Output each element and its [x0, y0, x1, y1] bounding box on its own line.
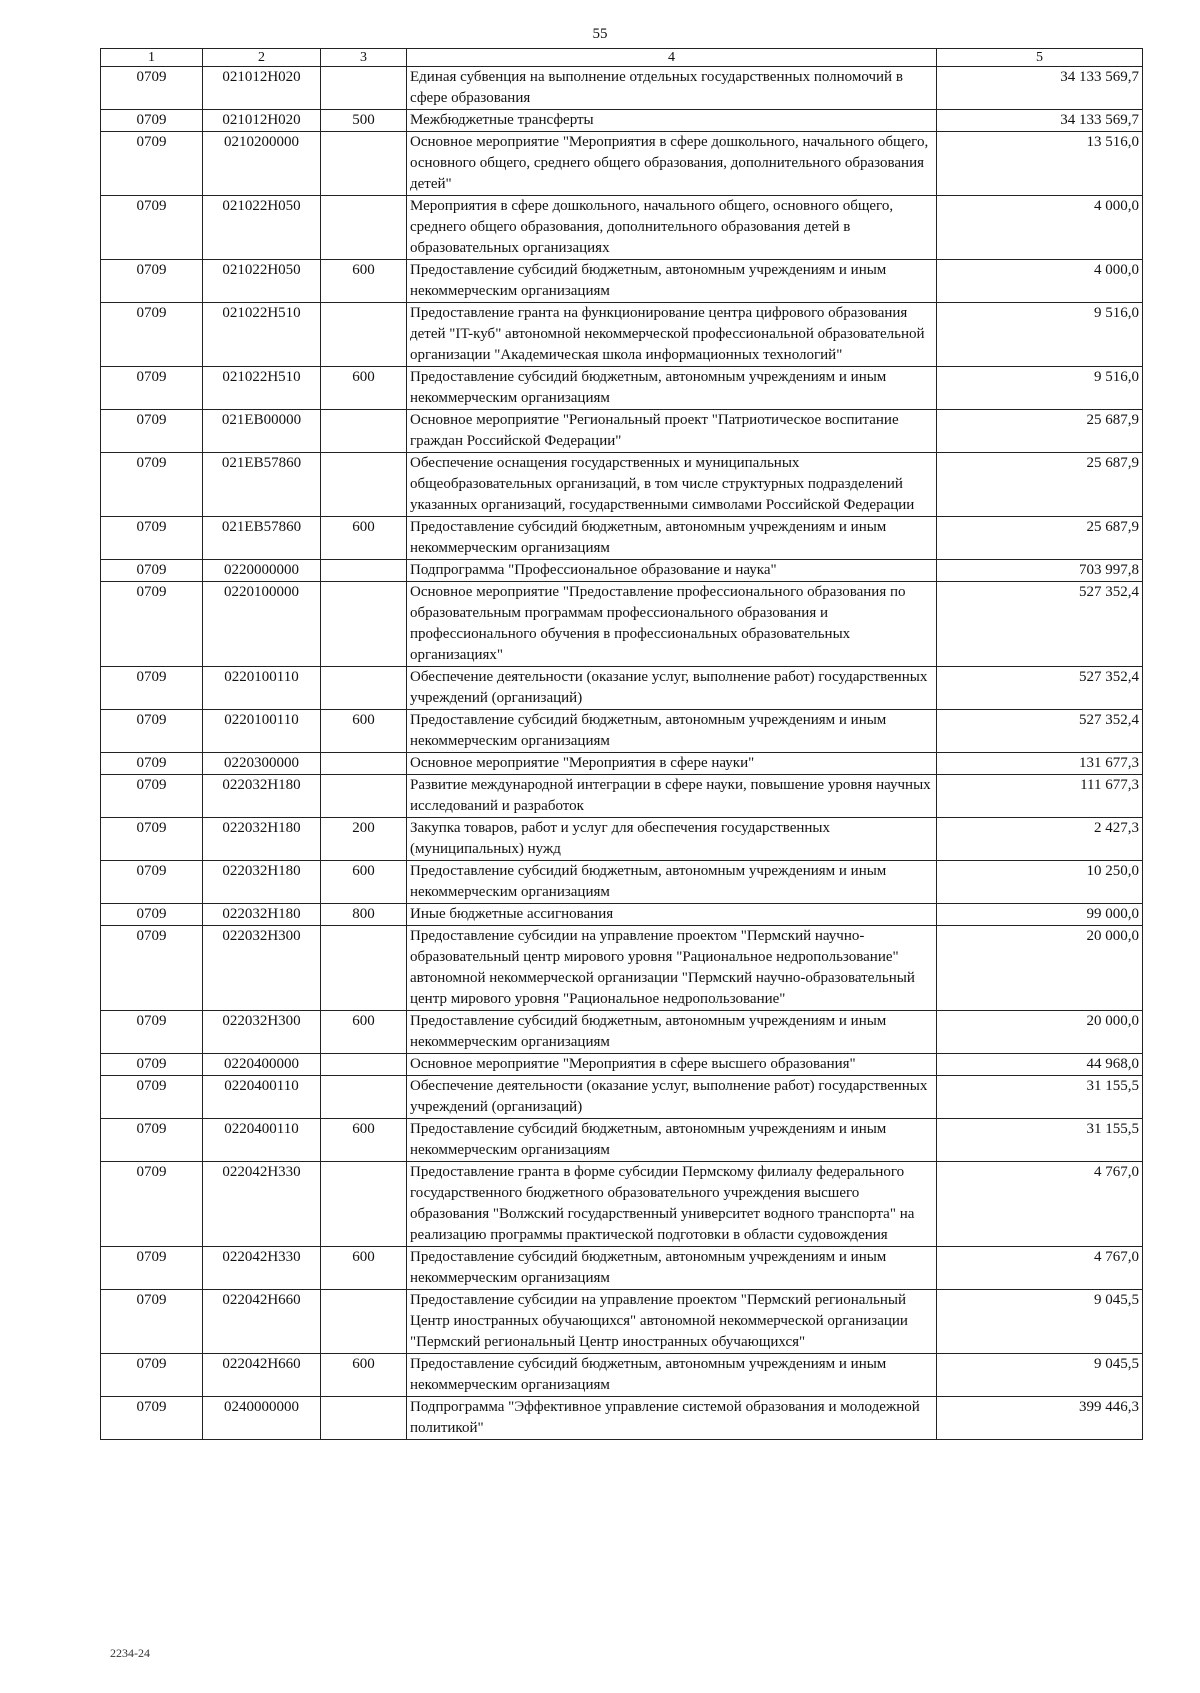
target-code-cell: 022032H180 [203, 861, 321, 904]
amount-cell: 25 687,9 [937, 517, 1143, 560]
expense-type-cell [321, 926, 407, 1011]
amount-cell: 4 000,0 [937, 260, 1143, 303]
table-row [101, 926, 1143, 1011]
target-code-cell: 022032H300 [203, 926, 321, 1011]
footer-code: 2234-24 [110, 1646, 150, 1660]
description-cell: Обеспечение деятельности (оказание услуг, выполнение работ) государственных учреждений (организаций) [407, 1076, 937, 1119]
amount-cell: 9 045,5 [937, 1354, 1143, 1397]
amount-cell: 99 000,0 [937, 904, 1143, 926]
expense-type-cell [321, 560, 407, 582]
expense-type-cell [321, 1162, 407, 1247]
description-cell: Предоставление субсидий бюджетным, автономным учреждениям и иным некоммерческим организациям [407, 861, 937, 904]
description-cell: Основное мероприятие "Мероприятия в сфере науки" [407, 753, 937, 775]
expense-type-cell: 500 [321, 110, 407, 132]
description-cell: Предоставление субсидий бюджетным, автономным учреждениям и иным некоммерческим организациям [407, 1119, 937, 1162]
column-header-type: 3 [321, 49, 407, 67]
table-row [101, 367, 1143, 410]
description-cell: Иные бюджетные ассигнования [407, 904, 937, 926]
expense-type-cell [321, 753, 407, 775]
amount-cell: 10 250,0 [937, 861, 1143, 904]
column-header-section: 1 [101, 49, 203, 67]
expense-type-cell: 600 [321, 1119, 407, 1162]
target-code-cell: 0220300000 [203, 753, 321, 775]
description-cell: Основное мероприятие "Мероприятия в сфере дошкольного, начального общего, основного общего, среднего общего образования, дополнительного образования детей" [407, 132, 937, 196]
section-code-cell: 0709 [101, 110, 203, 132]
amount-cell: 34 133 569,7 [937, 67, 1143, 110]
amount-cell: 131 677,3 [937, 753, 1143, 775]
description-cell: Предоставление субсидий бюджетным, автономным учреждениям и иным некоммерческим организациям [407, 710, 937, 753]
page-number: 55 [592, 26, 608, 42]
table-row [101, 861, 1143, 904]
table-row [101, 560, 1143, 582]
section-code-cell: 0709 [101, 582, 203, 667]
table-row [101, 1011, 1143, 1054]
section-code-cell: 0709 [101, 1054, 203, 1076]
description-cell: Предоставление субсидий бюджетным, автономным учреждениям и иным некоммерческим организациям [407, 367, 937, 410]
amount-cell: 111 677,3 [937, 775, 1143, 818]
target-code-cell: 021EB00000 [203, 410, 321, 453]
section-code-cell: 0709 [101, 1397, 203, 1440]
description-cell: Предоставление субсидий бюджетным, автономным учреждениям и иным некоммерческим организациям [407, 1354, 937, 1397]
amount-cell: 4 767,0 [937, 1162, 1143, 1247]
section-code-cell: 0709 [101, 453, 203, 517]
expense-type-cell [321, 667, 407, 710]
table-row [101, 1054, 1143, 1076]
target-code-cell: 021022H510 [203, 303, 321, 367]
table-row [101, 67, 1143, 110]
column-header-name: 4 [407, 49, 937, 67]
description-cell: Предоставление субсидий бюджетным, автономным учреждениям и иным некоммерческим организациям [407, 260, 937, 303]
amount-cell: 527 352,4 [937, 582, 1143, 667]
amount-cell: 31 155,5 [937, 1076, 1143, 1119]
description-cell: Предоставление гранта в форме субсидии Пермскому филиалу федерального государственного бюджетного образовательного учреждения высшего образования "Волжский государственный университет водного транспорта" на реализацию программы практической подготовки в области судовождения [407, 1162, 937, 1247]
section-code-cell: 0709 [101, 753, 203, 775]
column-header-amount: 5 [937, 49, 1143, 67]
target-code-cell: 0210200000 [203, 132, 321, 196]
target-code-cell: 022042H660 [203, 1290, 321, 1354]
section-code-cell: 0709 [101, 904, 203, 926]
amount-cell: 20 000,0 [937, 926, 1143, 1011]
section-code-cell: 0709 [101, 1247, 203, 1290]
amount-cell: 9 516,0 [937, 303, 1143, 367]
description-cell: Межбюджетные трансферты [407, 110, 937, 132]
section-code-cell: 0709 [101, 303, 203, 367]
section-code-cell: 0709 [101, 367, 203, 410]
description-cell: Мероприятия в сфере дошкольного, начального общего, основного общего, среднего общего образования, дополнительного образования детей в образовательных организациях [407, 196, 937, 260]
table-row [101, 453, 1143, 517]
table-row [101, 1397, 1143, 1440]
amount-cell: 527 352,4 [937, 710, 1143, 753]
table-body [101, 67, 1143, 1440]
amount-cell: 4 000,0 [937, 196, 1143, 260]
table-row [101, 753, 1143, 775]
description-cell: Основное мероприятие "Мероприятия в сфере высшего образования" [407, 1054, 937, 1076]
target-code-cell: 022032H180 [203, 775, 321, 818]
description-cell: Основное мероприятие "Предоставление профессионального образования по образовательным программам профессионального образования и профессионального обучения в профессиональных образовательных организациях" [407, 582, 937, 667]
section-code-cell: 0709 [101, 926, 203, 1011]
description-cell: Подпрограмма "Эффективное управление системой образования и молодежной политикой" [407, 1397, 937, 1440]
amount-cell: 527 352,4 [937, 667, 1143, 710]
table-row [101, 667, 1143, 710]
amount-cell: 9 045,5 [937, 1290, 1143, 1354]
budget-table [100, 48, 1143, 1440]
table-row [101, 132, 1143, 196]
table-row [101, 303, 1143, 367]
target-code-cell: 021EB57860 [203, 517, 321, 560]
expense-type-cell [321, 67, 407, 110]
table-row [101, 196, 1143, 260]
amount-cell: 2 427,3 [937, 818, 1143, 861]
target-code-cell: 0220400000 [203, 1054, 321, 1076]
description-cell: Подпрограмма "Профессиональное образование и наука" [407, 560, 937, 582]
amount-cell: 31 155,5 [937, 1119, 1143, 1162]
expense-type-cell [321, 1290, 407, 1354]
table-row [101, 1290, 1143, 1354]
section-code-cell: 0709 [101, 1162, 203, 1247]
amount-cell: 703 997,8 [937, 560, 1143, 582]
expense-type-cell: 600 [321, 260, 407, 303]
table-row [101, 1247, 1143, 1290]
section-code-cell: 0709 [101, 861, 203, 904]
target-code-cell: 021022H050 [203, 260, 321, 303]
target-code-cell: 022032H180 [203, 818, 321, 861]
expense-type-cell [321, 410, 407, 453]
expense-type-cell: 600 [321, 1247, 407, 1290]
expense-type-cell: 600 [321, 861, 407, 904]
section-code-cell: 0709 [101, 1290, 203, 1354]
target-code-cell: 021EB57860 [203, 453, 321, 517]
expense-type-cell [321, 196, 407, 260]
target-code-cell: 0220100110 [203, 667, 321, 710]
expense-type-cell [321, 582, 407, 667]
target-code-cell: 0220400110 [203, 1076, 321, 1119]
description-cell: Предоставление гранта на функционирование центра цифрового образования детей "IT-куб" автономной некоммерческой профессиональной образовательной организации "Академическая школа информационных технологий" [407, 303, 937, 367]
target-code-cell: 0220100110 [203, 710, 321, 753]
section-code-cell: 0709 [101, 410, 203, 453]
expense-type-cell [321, 453, 407, 517]
target-code-cell: 022042H330 [203, 1162, 321, 1247]
target-code-cell: 022042H660 [203, 1354, 321, 1397]
expense-type-cell: 200 [321, 818, 407, 861]
table-row [101, 775, 1143, 818]
target-code-cell: 021012H020 [203, 110, 321, 132]
target-code-cell: 022042H330 [203, 1247, 321, 1290]
table-row [101, 818, 1143, 861]
section-code-cell: 0709 [101, 67, 203, 110]
description-cell: Предоставление субсидий бюджетным, автономным учреждениям и иным некоммерческим организациям [407, 1011, 937, 1054]
table-row [101, 1119, 1143, 1162]
amount-cell: 4 767,0 [937, 1247, 1143, 1290]
table-row [101, 1076, 1143, 1119]
amount-cell: 20 000,0 [937, 1011, 1143, 1054]
table-row [101, 1354, 1143, 1397]
table-row [101, 582, 1143, 667]
target-code-cell: 0240000000 [203, 1397, 321, 1440]
section-code-cell: 0709 [101, 1354, 203, 1397]
expense-type-cell [321, 303, 407, 367]
amount-cell: 25 687,9 [937, 453, 1143, 517]
description-cell: Закупка товаров, работ и услуг для обеспечения государственных (муниципальных) нужд [407, 818, 937, 861]
table-row [101, 904, 1143, 926]
column-header-target: 2 [203, 49, 321, 67]
amount-cell: 399 446,3 [937, 1397, 1143, 1440]
table-row [101, 710, 1143, 753]
section-code-cell: 0709 [101, 667, 203, 710]
expense-type-cell [321, 775, 407, 818]
description-cell: Единая субвенция на выполнение отдельных государственных полномочий в сфере образования [407, 67, 937, 110]
description-cell: Предоставление субсидии на управление проектом "Пермский региональный Центр иностранных обучающихся" автономной некоммерческой организации "Пермский региональный Центр иностранных обучающихся" [407, 1290, 937, 1354]
target-code-cell: 021012H020 [203, 67, 321, 110]
section-code-cell: 0709 [101, 196, 203, 260]
section-code-cell: 0709 [101, 517, 203, 560]
amount-cell: 13 516,0 [937, 132, 1143, 196]
expense-type-cell: 600 [321, 367, 407, 410]
section-code-cell: 0709 [101, 260, 203, 303]
section-code-cell: 0709 [101, 775, 203, 818]
table-header-row [101, 49, 1143, 67]
table-row [101, 110, 1143, 132]
description-cell: Предоставление субсидий бюджетным, автономным учреждениям и иным некоммерческим организациям [407, 517, 937, 560]
table-row [101, 1162, 1143, 1247]
amount-cell: 9 516,0 [937, 367, 1143, 410]
expense-type-cell: 600 [321, 517, 407, 560]
target-code-cell: 0220000000 [203, 560, 321, 582]
section-code-cell: 0709 [101, 710, 203, 753]
section-code-cell: 0709 [101, 818, 203, 861]
table-row [101, 517, 1143, 560]
expense-type-cell: 600 [321, 1011, 407, 1054]
amount-cell: 44 968,0 [937, 1054, 1143, 1076]
section-code-cell: 0709 [101, 132, 203, 196]
expense-type-cell: 800 [321, 904, 407, 926]
target-code-cell: 021022H510 [203, 367, 321, 410]
amount-cell: 25 687,9 [937, 410, 1143, 453]
expense-type-cell [321, 1054, 407, 1076]
section-code-cell: 0709 [101, 1076, 203, 1119]
section-code-cell: 0709 [101, 1011, 203, 1054]
target-code-cell: 022032H180 [203, 904, 321, 926]
expense-type-cell [321, 132, 407, 196]
table-row [101, 260, 1143, 303]
expense-type-cell: 600 [321, 1354, 407, 1397]
expense-type-cell: 600 [321, 710, 407, 753]
table-row [101, 410, 1143, 453]
target-code-cell: 021022H050 [203, 196, 321, 260]
expense-type-cell [321, 1076, 407, 1119]
description-cell: Обеспечение оснащения государственных и муниципальных общеобразовательных организаций, в том числе структурных подразделений указанных организаций, государственными символами Российской Федерации [407, 453, 937, 517]
target-code-cell: 0220400110 [203, 1119, 321, 1162]
description-cell: Развитие международной интеграции в сфере науки, повышение уровня научных исследований и разработок [407, 775, 937, 818]
target-code-cell: 0220100000 [203, 582, 321, 667]
description-cell: Обеспечение деятельности (оказание услуг, выполнение работ) государственных учреждений (организаций) [407, 667, 937, 710]
target-code-cell: 022032H300 [203, 1011, 321, 1054]
description-cell: Предоставление субсидий бюджетным, автономным учреждениям и иным некоммерческим организациям [407, 1247, 937, 1290]
section-code-cell: 0709 [101, 560, 203, 582]
section-code-cell: 0709 [101, 1119, 203, 1162]
description-cell: Предоставление субсидии на управление проектом "Пермский научно-образовательный центр мирового уровня "Рациональное недропользование" автономной некоммерческой организации "Пермский научно-образовательный центр мирового уровня "Рациональное недропользование" [407, 926, 937, 1011]
amount-cell: 34 133 569,7 [937, 110, 1143, 132]
expense-type-cell [321, 1397, 407, 1440]
description-cell: Основное мероприятие "Региональный проект "Патриотическое воспитание граждан Российской Федерации" [407, 410, 937, 453]
